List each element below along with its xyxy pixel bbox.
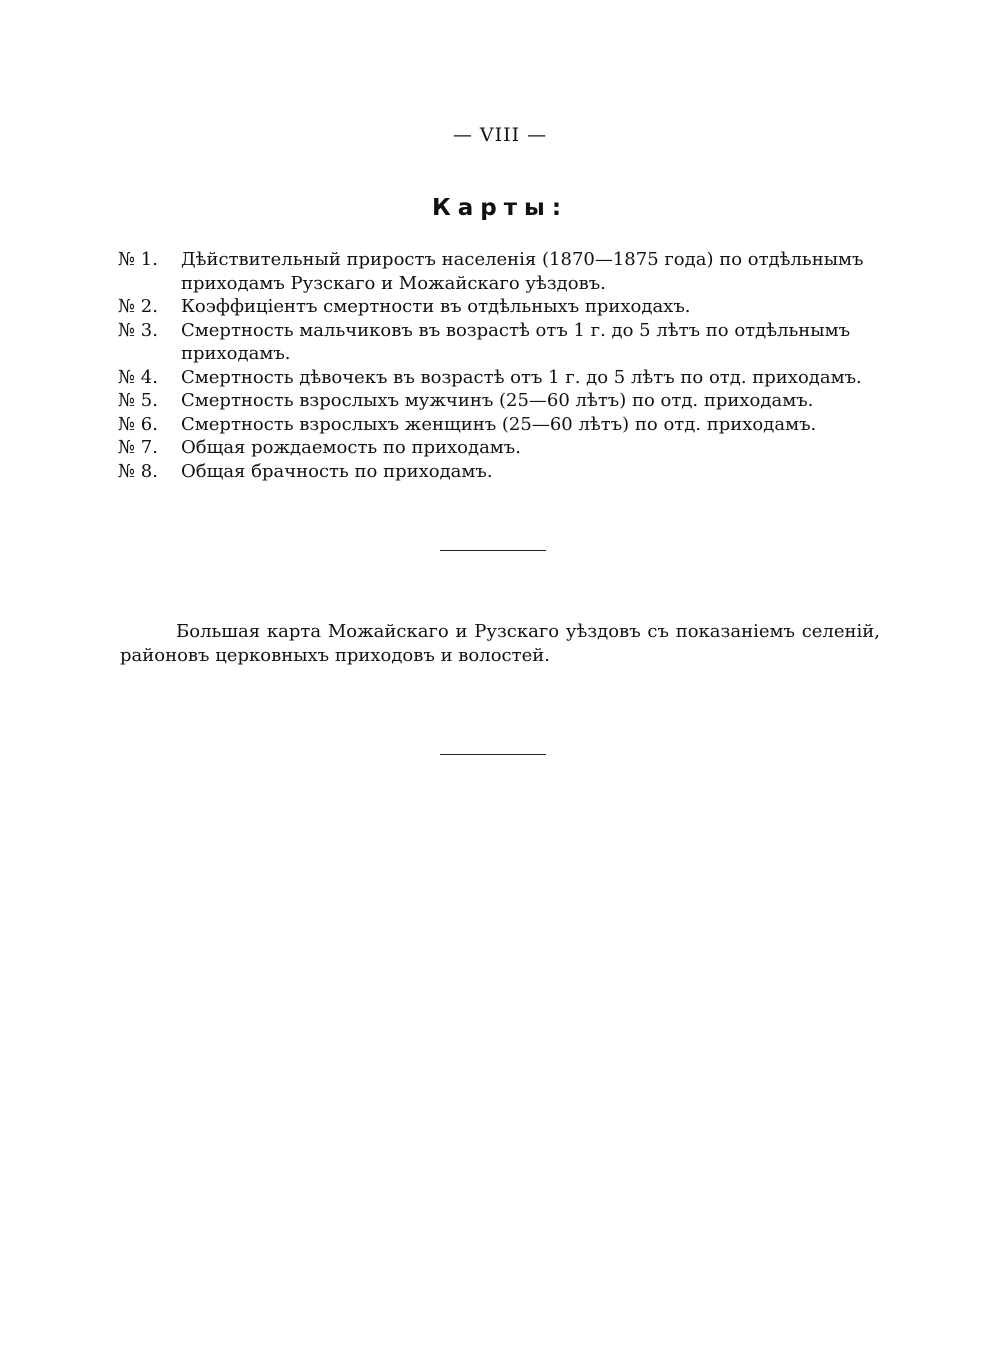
list-item [118,460,898,484]
map-description: Общая брачность по приходамъ. [181,460,493,482]
map-number: № 3. [118,319,158,341]
map-description: Коэффиціентъ смертности въ отдѣльныхъ приходахъ. [181,296,691,317]
section-title: Карты: [431,195,569,221]
list-item [118,319,898,366]
list-item [118,413,898,437]
map-description: Смертность взрослыхъ женщинъ (25—60 лѣтъ) по отд. приходамъ. [181,413,817,435]
list-item [118,248,898,295]
page-number: — VIII — [452,124,548,146]
list-item [118,366,898,390]
map-number: № 2. [118,296,158,317]
map-number: № 4. [118,366,158,388]
map-description: Дѣйствительный приростъ населенія (1870—1875 года) по отдѣльнымъ приходамъ Рузскаго и Можайскаго уѣздовъ. [181,249,864,294]
map-number: № 6. [118,413,158,435]
map-description: Общая рождаемость по приходамъ. [181,437,521,458]
divider [440,754,546,755]
map-number: № 1. [118,249,158,270]
maps-list [118,248,898,483]
big-map-note: Большая карта Можайскаго и Рузскаго уѣздовъ съ показаніемъ селеній, районовъ церковныхъ приходовъ и волостей. [120,621,880,666]
map-description: Смертность мальчиковъ въ возрастѣ отъ 1 г. до 5 лѣтъ по отдѣльнымъ приходамъ. [181,319,851,364]
map-number: № 7. [118,437,158,458]
map-description: Смертность взрослыхъ мужчинъ (25—60 лѣтъ) по отд. приходамъ. [181,390,814,411]
map-number: № 5. [118,390,158,411]
divider [440,550,546,551]
list-item [118,436,898,460]
map-description: Смертность дѣвочекъ въ возрастѣ отъ 1 г. до 5 лѣтъ по отд. приходамъ. [181,366,862,388]
list-item [118,295,898,319]
list-item [118,389,898,413]
map-number: № 8. [118,460,158,482]
